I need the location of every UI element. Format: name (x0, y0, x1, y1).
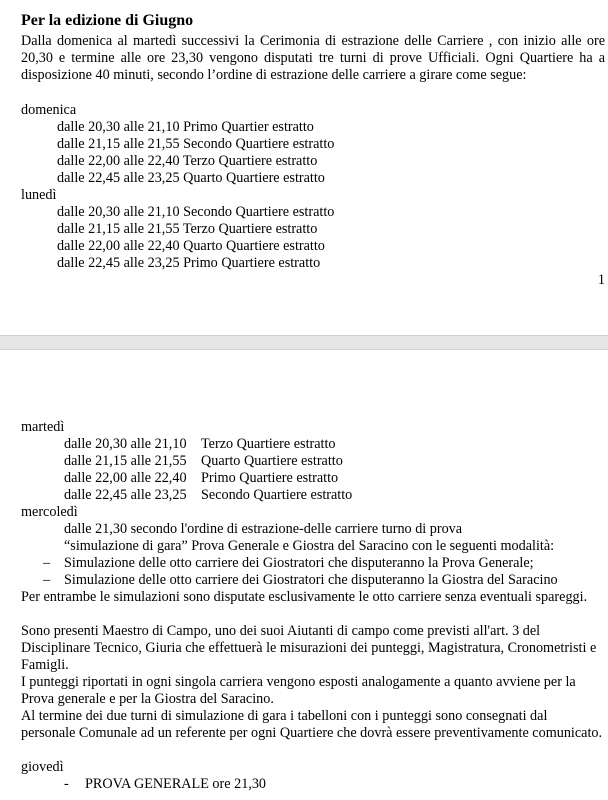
day-label-giovedi: giovedì (21, 759, 64, 775)
schedule-line: dalle 20,30 alle 21,10 Primo Quartier estratto (57, 119, 314, 135)
schedule-desc: Quarto Quartiere estratto (201, 453, 343, 469)
day-label-lunedi: lunedì (21, 187, 57, 203)
presenti-paragraph: Sono presenti Maestro di Campo, uno dei suoi Aiutanti di campo come previsti all'art. 3 del Disciplinare Tecnico, Giuria che effettuerà le misurazioni dei punteggi, Magistratura, Cronometristi e Famigli. (21, 623, 597, 673)
schedule-desc: Primo Quartiere estratto (201, 470, 339, 486)
document-title: Per la edizione di Giugno (21, 12, 194, 29)
bullet-item (43, 572, 558, 589)
schedule-line: dalle 21,15 alle 21,55 Terzo Quartiere estratto (57, 221, 318, 237)
dash-bullet: - (64, 776, 69, 792)
giovedi-text: PROVA GENERALE ore 21,30 (85, 776, 267, 792)
bullet-text: Simulazione delle otto carriere dei Giostratori che disputeranno la Prova Generale; (64, 555, 534, 571)
schedule-line (64, 470, 338, 487)
schedule-desc: Secondo Quartiere estratto (201, 487, 353, 503)
intro-paragraph: Dalla domenica al martedì successivi la Cerimonia di estrazione delle Carriere , con inizio alle ore 20,30 e termine alle ore 23,30 vengono disputati tre turni di prove Ufficiali. Ogni Quartiere ha a disposizione 40 minuti, secondo l’ordine di estrazione delle carriere a girare come segue: (21, 33, 605, 83)
page-2 (0, 350, 608, 800)
day-label-mercoledi: mercoledì (21, 504, 78, 520)
page-number: 1 (597, 272, 605, 288)
schedule-line: dalle 20,30 alle 21,10 Secondo Quartiere estratto (57, 204, 335, 220)
schedule-time: dalle 22,45 alle 23,25 (64, 487, 187, 503)
schedule-line (64, 453, 343, 470)
mercoledi-line: “simulazione di gara” Prova Generale e Giostra del Saracino con le seguenti modalità: (64, 538, 555, 554)
day-label-martedi: martedì (21, 419, 65, 435)
schedule-line: dalle 22,00 alle 22,40 Terzo Quartiere estratto (57, 153, 318, 169)
schedule-line (64, 487, 352, 504)
page-separator (0, 335, 608, 350)
schedule-line: dalle 22,00 alle 22,40 Quarto Quartiere estratto (57, 238, 325, 254)
schedule-line: dalle 22,45 alle 23,25 Quarto Quartiere estratto (57, 170, 325, 186)
termine-paragraph: Al termine dei due turni di simulazione di gara i tabelloni con i punteggi sono consegnati dal personale Comunale ad un referente per ogni Quartiere che dovrà essere preventivamente comunicato. (21, 708, 603, 741)
schedule-line: dalle 22,45 alle 23,25 Primo Quartiere estratto (57, 255, 321, 271)
punteggi-paragraph: I punteggi riportati in ogni singola carriera vengono esposti analogamente a quanto avviene per la Prova generale e per la Giostra del Saracino. (21, 674, 576, 707)
schedule-time: dalle 20,30 alle 21,10 (64, 436, 187, 452)
schedule-line (64, 436, 336, 453)
bullet-text: Simulazione delle otto carriere dei Giostratori che disputeranno la Giostra del Saracino (64, 572, 558, 588)
day-label-domenica: domenica (21, 102, 77, 118)
entrambe-paragraph: Per entrambe le simulazioni sono disputate esclusivamente le otto carriere senza eventuali spareggi. (21, 589, 588, 605)
mercoledi-line: dalle 21,30 secondo l'ordine di estrazione-delle carriere turno di prova (64, 521, 463, 537)
schedule-desc: Terzo Quartiere estratto (201, 436, 336, 452)
schedule-time: dalle 22,00 alle 22,40 (64, 470, 187, 486)
schedule-line: dalle 21,15 alle 21,55 Secondo Quartiere estratto (57, 136, 335, 152)
giovedi-item (64, 776, 266, 793)
dash-bullet: – (43, 572, 51, 588)
dash-bullet: – (43, 555, 51, 571)
bullet-item (43, 555, 534, 572)
page-1 (0, 0, 608, 335)
schedule-time: dalle 21,15 alle 21,55 (64, 453, 187, 469)
